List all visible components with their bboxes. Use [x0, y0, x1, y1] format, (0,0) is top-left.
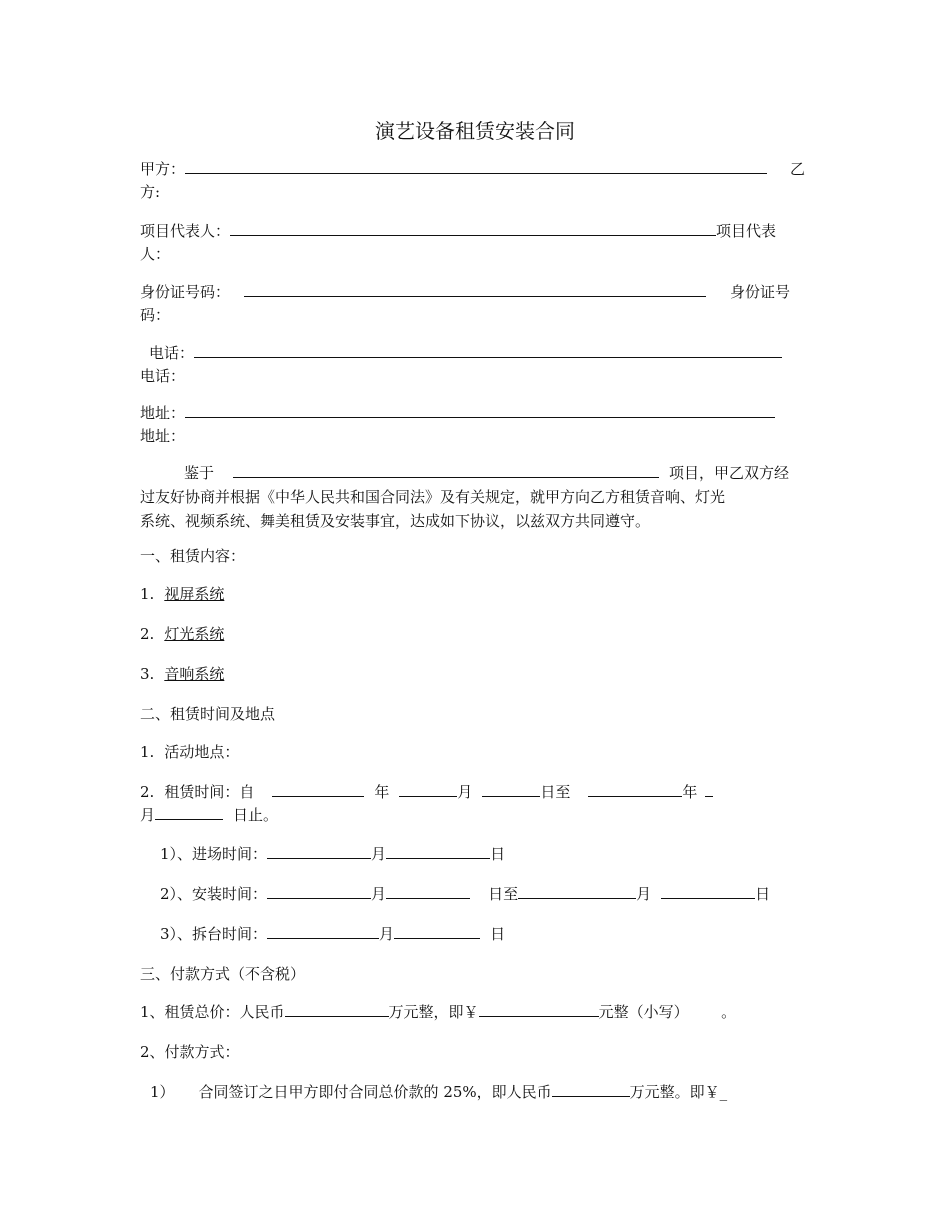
- install-month2-blank[interactable]: [518, 883, 636, 899]
- start-month-blank[interactable]: [399, 781, 457, 797]
- rep-a-blank[interactable]: [230, 220, 716, 236]
- project-name-blank[interactable]: [233, 462, 659, 478]
- id-b-label: 身份证号: [730, 283, 791, 301]
- rep-b-label-wrap: 人：: [140, 245, 171, 263]
- end-year-blank[interactable]: [588, 781, 682, 797]
- dismantle-month-blank[interactable]: [267, 923, 379, 939]
- year-label: 年: [374, 783, 390, 801]
- phone-a-blank[interactable]: [194, 342, 782, 358]
- month-label: 月: [636, 885, 652, 903]
- rep-b-label: 项目代表: [716, 222, 777, 240]
- first-payment-text: 合同签订之日甲方即付合同总价款的 25%，即人民币: [198, 1083, 552, 1101]
- rental-period-row-2: [140, 804, 278, 825]
- party-a-blank[interactable]: [185, 158, 767, 174]
- rental-item-link[interactable]: 灯光系统: [164, 625, 225, 643]
- start-year-blank[interactable]: [272, 781, 364, 797]
- day-label: 日: [490, 845, 506, 863]
- year-label: 年: [682, 783, 698, 801]
- intro-line3: 系统、视频系统、舞美租赁及安装事宜，达成如下协议，以兹双方共同遵守。: [140, 512, 651, 530]
- month-label: 月: [371, 885, 387, 903]
- page-title: 演艺设备租赁安装合同: [375, 119, 575, 143]
- intro-line1-tail: 项目，甲乙双方经: [669, 464, 790, 482]
- id-a-label: 身份证号码：: [140, 283, 231, 301]
- rental-item-link[interactable]: 音响系统: [164, 665, 225, 683]
- list-item: [140, 583, 224, 604]
- dismantle-label: 3）、拆台时间：: [160, 925, 268, 943]
- day-label: 日: [755, 885, 771, 903]
- wan-label: 万元整，即￥: [388, 1003, 479, 1021]
- party-a-row: [140, 158, 767, 179]
- rep-a-label: 项目代表人：: [140, 222, 231, 240]
- day-to-label: 日至: [540, 783, 571, 801]
- install-month-blank[interactable]: [267, 883, 371, 899]
- party-b-label-wrap: 方:: [140, 183, 161, 201]
- start-day-blank[interactable]: [482, 781, 540, 797]
- first-payment-wan-blank[interactable]: [552, 1081, 630, 1097]
- end-month-blank-start[interactable]: [705, 781, 713, 797]
- install-label: 2）、安装时间：: [160, 885, 268, 903]
- dismantle-time-row: [160, 923, 505, 944]
- venue-label: 活动地点：: [164, 743, 240, 761]
- phone-a-row: [149, 342, 782, 363]
- section1-heading: 一、租赁内容：: [140, 547, 246, 565]
- install-day2-blank[interactable]: [661, 883, 755, 899]
- id-a-row: [140, 281, 706, 302]
- first-payment-row: [150, 1081, 727, 1102]
- entry-month-blank[interactable]: [267, 843, 371, 859]
- rep-a-row: [140, 220, 776, 241]
- intro-lead: 鉴于: [184, 464, 215, 482]
- id-b-label-wrap: 码：: [140, 306, 171, 324]
- intro-line2: 过友好协商并根据《中华人民共和国合同法》及有关规定，就甲方向乙方租赁音响、灯光: [140, 488, 726, 506]
- entry-label: 1）、进场时间：: [160, 845, 268, 863]
- day-label: 日: [490, 925, 506, 943]
- month-label: 月: [140, 806, 156, 824]
- day-to-label: 日至: [488, 885, 519, 903]
- addr-a-blank[interactable]: [185, 402, 775, 418]
- month-label: 月: [457, 783, 473, 801]
- entry-day-blank[interactable]: [386, 843, 490, 859]
- end-month-blank[interactable]: [155, 804, 223, 820]
- month-label: 月: [371, 845, 387, 863]
- yuan-label: 元整（小写）: [598, 1003, 682, 1021]
- party-a-label: 甲方：: [140, 160, 186, 178]
- total-yuan-blank[interactable]: [479, 1001, 599, 1017]
- addr-a-row: [140, 402, 775, 423]
- list-item: [140, 623, 224, 644]
- period-num: 2.: [140, 783, 155, 801]
- list-item-num: 3.: [140, 665, 155, 683]
- section2-heading: 二、租赁时间及地点: [140, 705, 276, 723]
- id-a-blank[interactable]: [244, 281, 706, 297]
- list-item-num: 2.: [140, 625, 155, 643]
- intro-project-row: [233, 462, 789, 483]
- period-label: 租赁时间：自: [164, 783, 255, 801]
- total-wan-blank[interactable]: [285, 1001, 389, 1017]
- phone-a-label: 电话：: [149, 344, 195, 362]
- install-day-blank[interactable]: [386, 883, 470, 899]
- entry-time-row: [160, 843, 505, 864]
- month-label: 月: [379, 925, 395, 943]
- phone-b-label: 电话：: [140, 367, 186, 385]
- rental-period-row: [140, 781, 713, 802]
- venue-row: [140, 741, 239, 762]
- list-item: [140, 663, 224, 684]
- total-price-row: [140, 1001, 736, 1022]
- party-b-label: 乙: [790, 160, 806, 178]
- install-time-row: [160, 883, 770, 904]
- rental-item-link[interactable]: 视屏系统: [164, 585, 225, 603]
- first-payment-wan-label: 万元整。即￥_: [629, 1083, 728, 1101]
- list-item-num: 1.: [140, 585, 155, 603]
- payment-method-label: 2、付款方式：: [140, 1043, 240, 1061]
- section3-heading: 三、付款方式（不含税）: [140, 965, 306, 983]
- total-label: 1、租赁总价：人民币: [140, 1003, 285, 1021]
- period-mark: 。: [721, 1003, 737, 1021]
- first-payment-num: 1）: [150, 1083, 175, 1101]
- end-label: 日止。: [233, 806, 279, 824]
- dismantle-day-blank[interactable]: [394, 923, 480, 939]
- addr-a-label: 地址：: [140, 404, 186, 422]
- addr-b-label: 地址：: [140, 427, 186, 445]
- venue-num: 1.: [140, 743, 155, 761]
